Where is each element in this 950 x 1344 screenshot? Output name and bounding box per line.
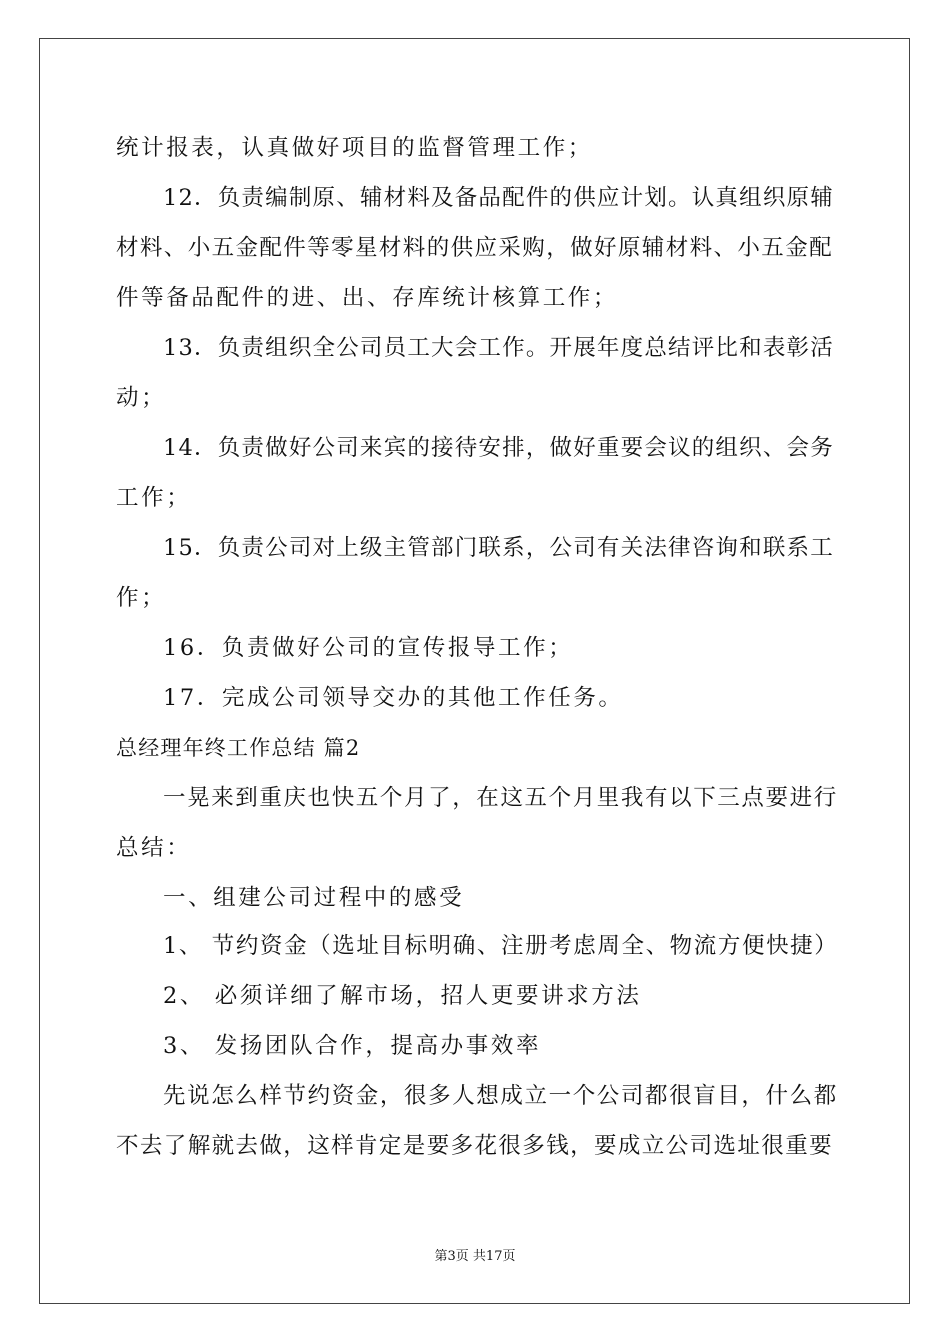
text-line: 14．负责做好公司来宾的接待安排，做好重要会议的组织、会务 xyxy=(163,435,834,461)
text-line: 作； xyxy=(116,585,167,611)
text-line: 先说怎么样节约资金，很多人想成立一个公司都很盲目，什么都 xyxy=(163,1083,838,1109)
text-line: 17．完成公司领导交办的其他工作任务。 xyxy=(163,685,624,711)
text-line: 工作； xyxy=(116,485,192,511)
text-line: 不去了解就去做，这样肯定是要多花很多钱，要成立公司选址很重要 xyxy=(116,1133,834,1159)
text-line: 一晃来到重庆也快五个月了，在这五个月里我有以下三点要进行 xyxy=(163,785,838,811)
text-line: 统计报表，认真做好项目的监督管理工作； xyxy=(116,135,593,161)
text-line: 16．负责做好公司的宣传报导工作； xyxy=(163,635,574,661)
text-line: 材料、小五金配件等零星材料的供应采购，做好原辅材料、小五金配 xyxy=(116,235,834,261)
text-line: 件等备品配件的进、出、存库统计核算工作； xyxy=(116,285,619,311)
text-line: 13．负责组织全公司员工大会工作。开展年度总结评比和表彰活 xyxy=(163,335,834,361)
text-line: 1、 节约资金（选址目标明确、注册考虑周全、物流方便快捷） xyxy=(163,933,839,959)
text-line: 2、 必须详细了解市场，招人更要讲求方法 xyxy=(163,983,642,1009)
page-border xyxy=(39,38,910,1304)
text-line: 15．负责公司对上级主管部门联系，公司有关法律咨询和联系工 xyxy=(163,535,834,561)
page-footer: 第3页 共17页 xyxy=(434,1249,516,1264)
text-line: 总结： xyxy=(116,835,192,861)
text-line: 动； xyxy=(116,385,167,411)
text-line: 3、 发扬团队合作，提高办事效率 xyxy=(163,1033,542,1059)
section-heading: 总经理年终工作总结 篇2 xyxy=(116,736,361,760)
text-line: 一、组建公司过程中的感受 xyxy=(163,885,465,911)
text-line: 12．负责编制原、辅材料及备品配件的供应计划。认真组织原辅 xyxy=(163,185,834,211)
